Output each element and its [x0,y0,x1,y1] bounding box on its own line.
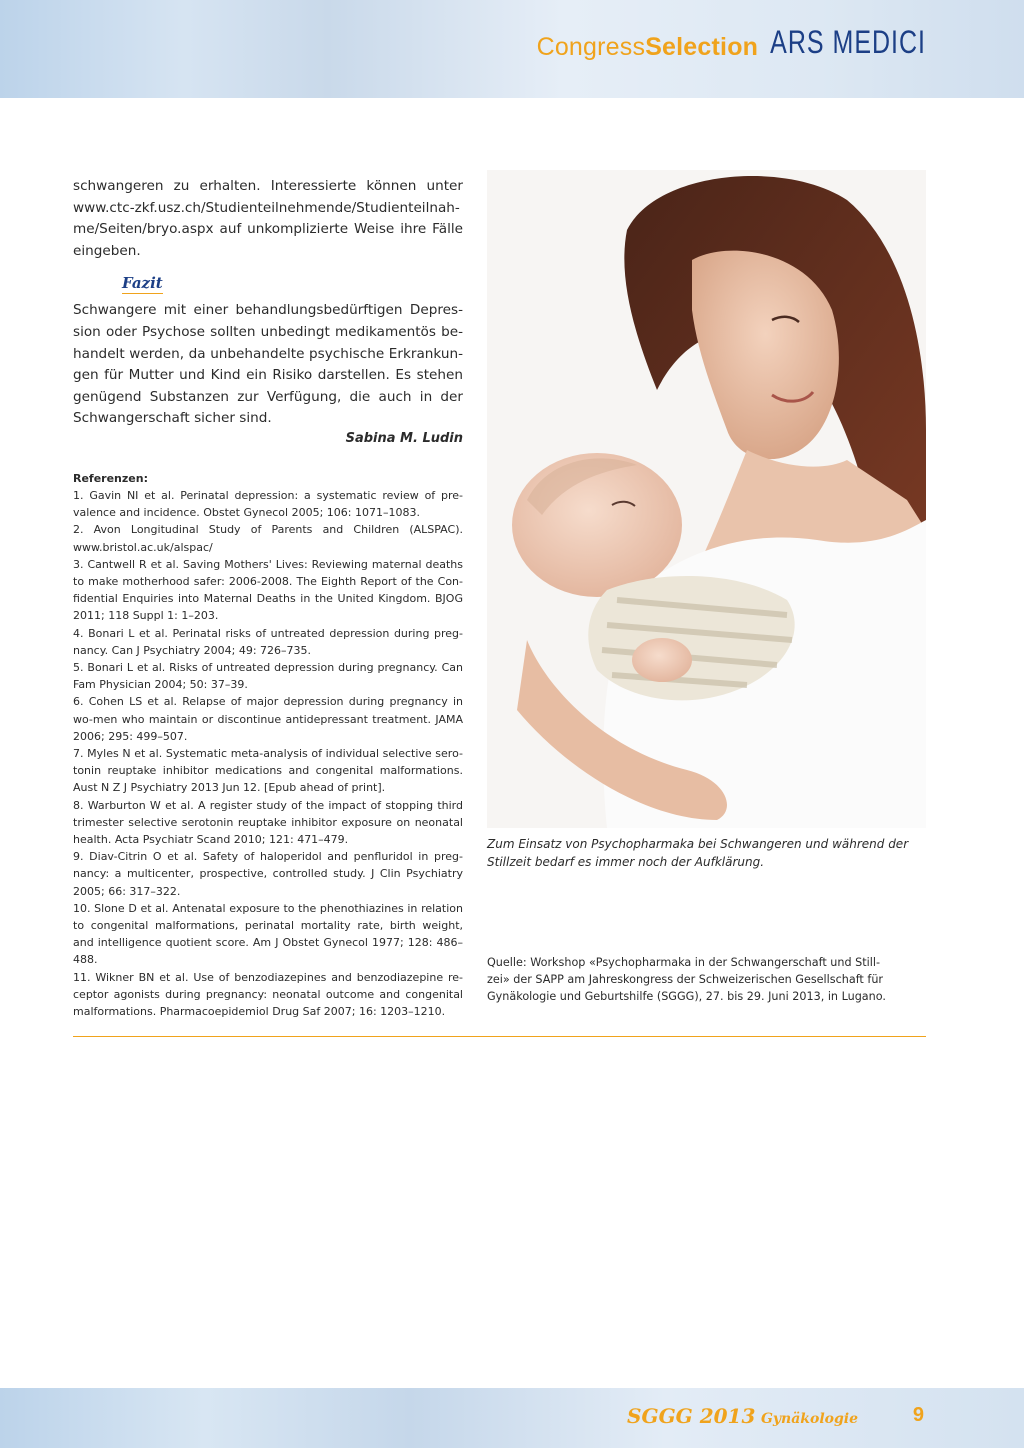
fazit-paragraph: Schwangere mit einer behandlungsbedürftigen Depres-sion oder Psychose sollten unbedingt medikamentös be-handelt werden, da unbehandelte psychische Erkrankun-gen für Mutter und Kind ein Risiko darstellen. Es stehen genügend Substanzen zur Verfügung, die auch in der Schwangerschaft sicher sind. [73,302,463,427]
page-header [0,0,1024,98]
reference-item: 8. Warburton W et al. A register study of the impact of stopping third trimester selective serotonin reuptake inhibitor exposure on neonatal health. Acta Psychiatr Scand 2010; 121: 471–479. [73,798,463,846]
reference-item: 2. Avon Longitudinal Study of Parents and Children (ALSPAC). www.bristol.ac.uk/alspac/ [73,523,463,554]
references-title: Referenzen: [73,471,148,485]
reference-item: 6. Cohen LS et al. Relapse of major depression during pregnancy in wo-men who maintain or discontinue antidepressant treatment. JAMA 2006; 295: 499–507. [73,695,463,743]
page-number: 9 [912,1404,924,1426]
photo-caption: Zum Einsatz von Psychopharmaka bei Schwangeren und während der Stillzeit bedarf es immer noch der Aufklärung. [487,837,909,869]
footer-journal-title [627,1404,858,1428]
reference-item: 1. Gavin NI et al. Perinatal depression: a systematic review of pre-valence and incidence. Obstet Gynecol 2005; 106: 1071–1083. [73,488,463,520]
source-note: Quelle: Workshop «Psychopharmaka in der Schwangerschaft und Still-zei» der SAPP am Jahreskongress der Schweizerischen Gesellschaft für Gynäkologie und Geburtshilfe (SGGG), 27. bis 29. Juni 2013, in Lugano. [487,956,886,1004]
horizontal-divider [73,1036,926,1037]
fazit-heading: Fazit [122,274,163,293]
reference-item: 9. Diav-Citrin O et al. Safety of haloperidol and penfluridol in preg-nancy: a multicenter, prospective, controlled study. J Clin Psychiatry 2005; 66: 317–322. [73,850,463,898]
right-column [487,170,926,871]
footer-section: Gynäkologie [760,1411,858,1427]
footer-journal: SGGG 2013 [627,1404,756,1428]
mother-baby-photo [487,170,926,828]
reference-item: 10. Slone D et al. Antenatal exposure to the phenothiazines in relation to congenital malformations, perinatal mortality rate, birth weight, and intelligence quotient score. Am J Obstet Gynecol 1977; 128: 486–488. [73,901,463,967]
reference-item: 4. Bonari L et al. Perinatal risks of untreated depression during preg-nancy. Can J Psychiatry 2004; 49: 726–735. [73,626,463,657]
intro-paragraph: schwangeren zu erhalten. Interessierte können unter www.ctc-zkf.usz.ch/Studienteilnehmende/Studienteilnah-me/Seiten/bryo.aspx auf unkomplizierte Weise ihre Fälle eingeben. [73,178,463,259]
ars-medici-logo: ARS MEDICI [770,24,926,61]
reference-item: 11. Wikner BN et al. Use of benzodiazepines and benzodiazepine re-ceptor agonists during pregnancy: neonatal outcome and congenital malformations. Pharmacoepidemiol Drug Saf 2007; 16: 1203–1210. [73,970,463,1019]
reference-item: 3. Cantwell R et al. Saving Mothers' Lives: Reviewing maternal deaths to make motherhood safer: 2006-2008. The Eighth Report of the Con-fidential Enquiries into Maternal Deaths in the United Kingdom. BJOG 2011; 118 Suppl 1: 1–203. [73,557,463,623]
references-list [73,487,463,1020]
brand-logo [537,26,926,62]
reference-item: 5. Bonari L et al. Risks of untreated depression during pregnancy. Can Fam Physician 2004; 50: 37–39. [73,660,463,692]
page-footer [0,1388,1024,1448]
congress-selection-logo: CongressSelection [536,33,759,61]
reference-item: 7. Myles N et al. Systematic meta-analysis of individual selective sero-tonin reuptake inhibitor medications and congenital malformations. Aust N Z J Psychiatry 2013 Jun 12. [Epub ahead of print]. [73,746,463,795]
left-column [73,176,463,1020]
author-name: Sabina M. Ludin [345,430,463,446]
